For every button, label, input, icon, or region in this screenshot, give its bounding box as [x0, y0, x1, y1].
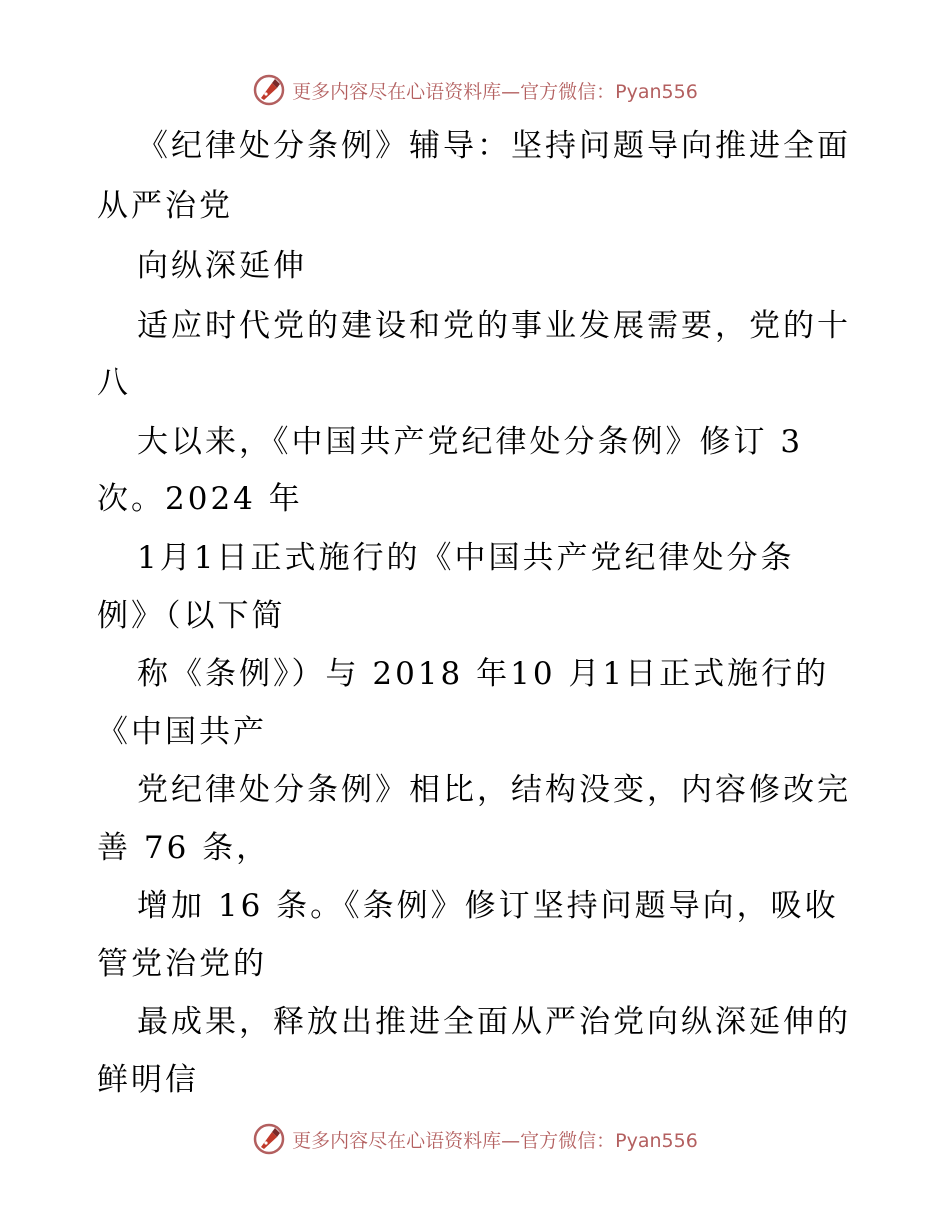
body-line: 次。2024 年	[97, 481, 303, 517]
body-line: 鲜明信	[97, 1062, 199, 1098]
pen-nib-logo-icon	[252, 73, 286, 107]
body-line: 大以来，《中国共产党纪律处分条例》修订 3	[137, 424, 804, 460]
header-banner-text: 更多内容尽在心语资料库—官方微信：Pyan556	[292, 80, 698, 103]
body-line: 称《条例》）与 2018 年10 月1日正式施行的	[137, 656, 830, 692]
body-line: 从严治党	[97, 188, 233, 224]
body-line: 八	[97, 365, 131, 401]
body-line: 党纪律处分条例》相比，结构没变，内容修改完	[137, 772, 851, 808]
footer-banner-text: 更多内容尽在心语资料库—官方微信：Pyan556	[292, 1129, 698, 1152]
body-line: 增加 16 条。《条例》修订坚持问题导向，吸收	[137, 888, 839, 924]
body-line: 适应时代党的建设和党的事业发展需要，党的十	[137, 308, 851, 344]
body-line: 管党治党的	[97, 946, 267, 982]
body-line: 1月1日正式施行的《中国共产党纪律处分条	[137, 540, 795, 576]
body-line: 例》（以下简	[97, 598, 286, 634]
body-line: 最成果，释放出推进全面从严治党向纵深延伸的	[137, 1004, 851, 1040]
footer-banner	[0, 1119, 950, 1159]
header-banner	[0, 70, 950, 110]
body-line: 《中国共产	[97, 714, 267, 750]
body-line: 善 76 条，	[97, 830, 271, 866]
body-line: 向纵深延伸	[137, 248, 307, 284]
body-line: 《纪律处分条例》辅导：坚持问题导向推进全面	[137, 128, 851, 164]
pen-nib-logo-icon	[252, 1122, 286, 1156]
